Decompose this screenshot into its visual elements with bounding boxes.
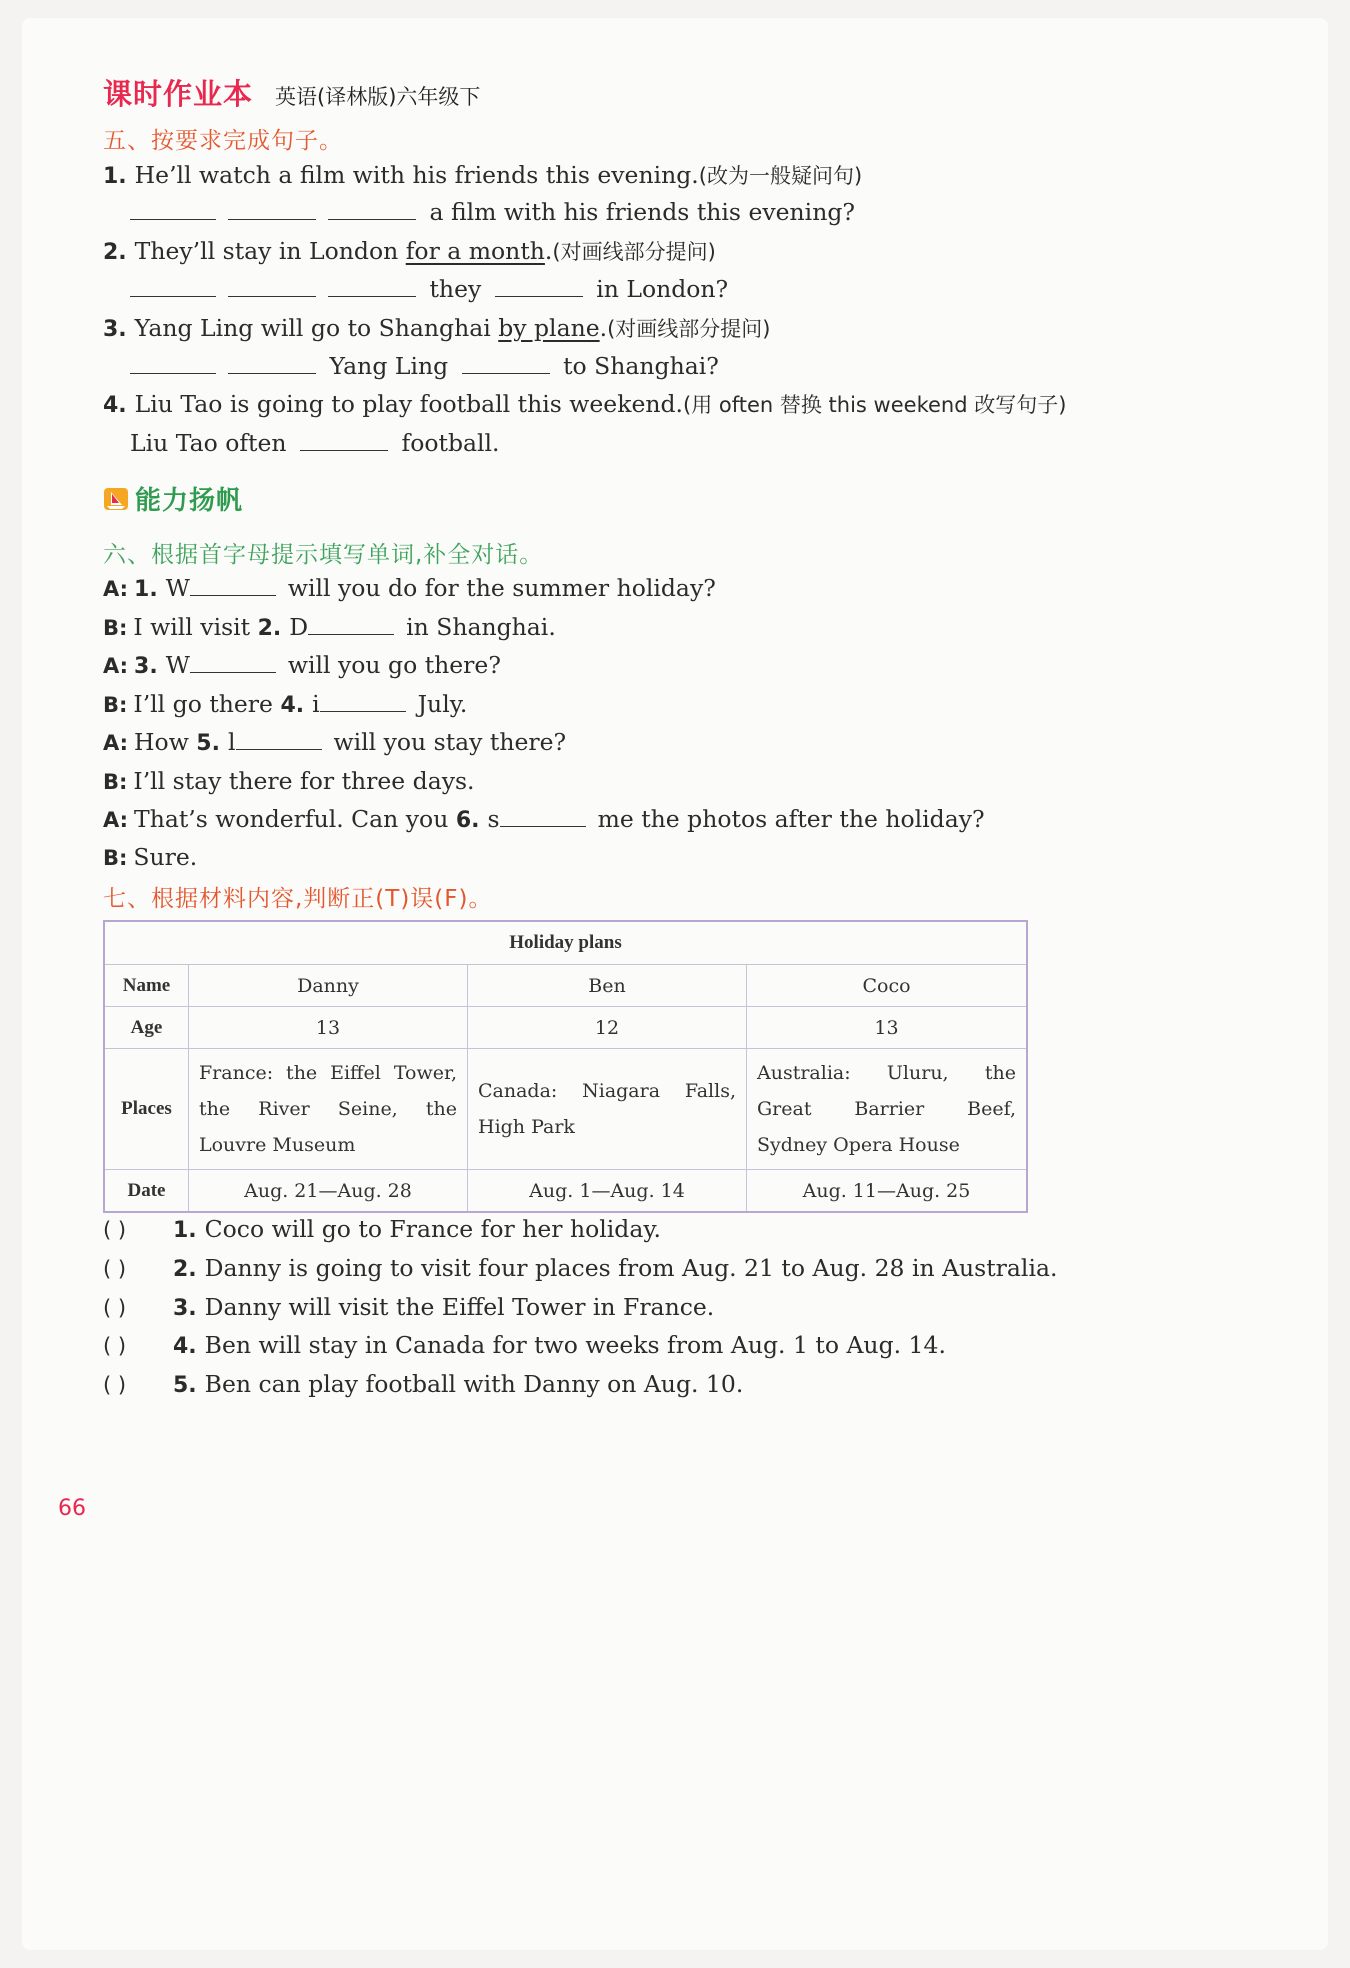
answer-blank[interactable] (130, 272, 216, 297)
row-label: Age (104, 1007, 189, 1049)
blank-num: 2. (257, 616, 282, 641)
answer-blank[interactable] (228, 349, 316, 374)
table-row (104, 1007, 1027, 1049)
table-cell: Aug. 1—Aug. 14 (468, 1170, 747, 1213)
table-cell: Canada: Niagara Falls, High Park (468, 1049, 747, 1170)
dialogue-text: will you stay there? (333, 728, 567, 756)
answer-paren[interactable]: ( ) (103, 1218, 127, 1242)
s5-q1 (103, 158, 862, 194)
answer-blank[interactable] (308, 610, 394, 635)
s5-q3-post: . (599, 314, 608, 342)
s5-q3-underlined: by plane (498, 314, 600, 342)
dialogue-line (103, 725, 566, 761)
speaker: B: (103, 770, 128, 794)
dialogue-text: I will visit (133, 613, 251, 641)
s5-q4 (103, 387, 1066, 423)
item-num: 1. (173, 1218, 197, 1243)
s5-q2-underlined: for a month (405, 237, 545, 265)
dialogue-text: in Shanghai. (406, 613, 556, 641)
answer-blank[interactable] (328, 272, 416, 297)
answer-blank[interactable] (130, 349, 216, 374)
s5-q3-num: 3. (103, 317, 127, 342)
brand-title: 课时作业本 (103, 77, 254, 111)
section5-title: 五、按要求完成句子。 (103, 128, 343, 154)
table-row (104, 1049, 1027, 1170)
answer-paren[interactable]: ( ) (103, 1257, 127, 1281)
statement-text: Ben will stay in Canada for two weeks from Aug. 1 to Aug. 14. (204, 1331, 946, 1359)
s5-q2-mid: they (429, 275, 482, 303)
s5-q2-post: . (544, 237, 553, 265)
table-cell: Coco (747, 965, 1028, 1007)
answer-blank[interactable] (130, 195, 216, 220)
judgement-item (103, 1328, 946, 1364)
s5-q2-pre: They’ll stay in London (134, 237, 399, 265)
speaker: B: (103, 693, 128, 717)
hint-letter: D (289, 613, 309, 641)
blank-num: 1. (134, 577, 158, 602)
statement-text: Coco will go to France for her holiday. (204, 1215, 661, 1243)
blank-num: 6. (455, 808, 480, 833)
answer-blank[interactable] (228, 272, 316, 297)
table-cell: France: the Eiffel Tower, the River Seine, the Louvre Museum (189, 1049, 468, 1170)
answer-blank[interactable] (190, 571, 276, 596)
dialogue-text: How (134, 728, 189, 756)
dialogue-text: will you do for the summer holiday? (287, 574, 716, 602)
s5-q3-tail: to Shanghai? (563, 352, 719, 380)
answer-blank[interactable] (228, 195, 316, 220)
dialogue-line (103, 840, 197, 875)
dialogue-line (103, 687, 467, 723)
section7-title: 七、根据材料内容,判断正(T)误(F)。 (103, 886, 493, 912)
answer-blank[interactable] (328, 195, 416, 220)
answer-blank[interactable] (190, 648, 276, 673)
blank-num: 4. (280, 693, 305, 718)
s5-q2-num: 2. (103, 240, 127, 265)
s5-q3-note: (对画线部分提问) (607, 317, 771, 341)
sail-icon (103, 486, 129, 512)
hint-letter: l (227, 728, 236, 756)
answer-blank[interactable] (462, 349, 550, 374)
answer-paren[interactable]: ( ) (103, 1334, 127, 1358)
dialogue-text: I’ll go there (133, 690, 273, 718)
answer-blank[interactable] (300, 426, 388, 451)
section6-title: 六、根据首字母提示填写单词,补全对话。 (103, 542, 544, 568)
speaker: B: (103, 616, 128, 640)
row-label: Name (104, 965, 189, 1007)
table-cell: 12 (468, 1007, 747, 1049)
dialogue-line (103, 764, 475, 799)
answer-paren[interactable]: ( ) (103, 1296, 127, 1320)
s5-q3-answer (130, 349, 719, 383)
hint-letter: i (312, 690, 320, 718)
dialogue-text: will you go there? (287, 651, 501, 679)
speaker: A: (103, 654, 129, 678)
dialogue-text: That’s wonderful. Can you (134, 805, 449, 833)
answer-blank[interactable] (500, 802, 586, 827)
judgement-item (103, 1251, 1057, 1287)
item-num: 5. (173, 1373, 197, 1398)
speaker: A: (103, 808, 129, 832)
dialogue-text: I’ll stay there for three days. (133, 767, 475, 795)
page-header (103, 72, 480, 112)
table-row (104, 965, 1027, 1007)
blank-num: 5. (196, 731, 220, 756)
s5-q2-answer (130, 272, 728, 306)
workbook-page (22, 18, 1328, 1950)
table-caption: Holiday plans (104, 921, 1027, 965)
s5-q2-tail: in London? (596, 275, 729, 303)
row-label: Date (104, 1170, 189, 1213)
dialogue-text: Sure. (133, 843, 198, 871)
dialogue-line (103, 802, 985, 838)
ability-banner (103, 480, 243, 517)
s5-q3-pre: Yang Ling will go to Shanghai (134, 314, 491, 342)
answer-blank[interactable] (495, 272, 583, 297)
judgement-item (103, 1367, 743, 1403)
blank-num: 3. (134, 654, 158, 679)
s5-q1-note: (改为一般疑问句) (698, 164, 863, 188)
s5-q1-text: He’ll watch a film with his friends this evening. (134, 161, 699, 189)
s5-q1-num: 1. (103, 164, 127, 189)
speaker: A: (103, 731, 129, 755)
dialogue-text: me the photos after the holiday? (597, 805, 985, 833)
answer-paren[interactable]: ( ) (103, 1373, 127, 1397)
s5-q4-tail: football. (401, 429, 500, 457)
item-num: 4. (173, 1334, 197, 1359)
hint-letter: W (165, 574, 190, 602)
page-sheet (22, 18, 1328, 1950)
row-label: Places (104, 1049, 189, 1170)
table-cell: Aug. 21—Aug. 28 (189, 1170, 468, 1213)
item-num: 3. (173, 1296, 197, 1321)
s5-q2 (103, 234, 716, 270)
answer-blank[interactable] (236, 725, 322, 750)
dialogue-line (103, 610, 556, 646)
answer-blank[interactable] (320, 687, 406, 712)
speaker: B: (103, 846, 128, 870)
table-cell: Australia: Uluru, the Great Barrier Beef, Sydney Opera House (747, 1049, 1028, 1170)
hint-letter: W (165, 651, 190, 679)
judgement-item (103, 1212, 661, 1248)
judgement-item (103, 1290, 714, 1326)
item-num: 2. (173, 1257, 197, 1282)
statement-text: Danny will visit the Eiffel Tower in France. (204, 1293, 715, 1321)
statement-text: Danny is going to visit four places from Aug. 21 to Aug. 28 in Australia. (204, 1254, 1058, 1282)
s5-q4-pre: Liu Tao often (130, 429, 287, 457)
page-number: 66 (58, 1496, 86, 1521)
speaker: A: (103, 577, 129, 601)
s5-q1-answer (130, 195, 855, 229)
dialogue-line (103, 648, 501, 684)
table-row (104, 1170, 1027, 1213)
table-cell: Danny (189, 965, 468, 1007)
table-cell: Ben (468, 965, 747, 1007)
s5-q2-note: (对画线部分提问) (552, 240, 716, 264)
table-cell: 13 (189, 1007, 468, 1049)
holiday-plans-table (103, 920, 1028, 1213)
s5-q4-num: 4. (103, 393, 127, 418)
statement-text: Ben can play football with Danny on Aug. 10. (204, 1370, 744, 1398)
table-cell: 13 (747, 1007, 1028, 1049)
s5-q1-tail: a film with his friends this evening? (429, 198, 855, 226)
table-cell: Aug. 11—Aug. 25 (747, 1170, 1028, 1213)
subject-title: 英语(译林版)六年级下 (275, 85, 481, 109)
s5-q4-text: Liu Tao is going to play football this weekend. (134, 390, 683, 418)
s5-q3-mid: Yang Ling (329, 352, 449, 380)
s5-q4-answer (130, 426, 500, 460)
s5-q3 (103, 311, 771, 347)
s5-q4-note: (用 often 替换 this weekend 改写句子) (683, 393, 1067, 417)
ability-label: 能力扬帆 (135, 486, 244, 516)
dialogue-line (103, 571, 716, 607)
hint-letter: s (487, 805, 500, 833)
dialogue-text: July. (417, 690, 468, 718)
